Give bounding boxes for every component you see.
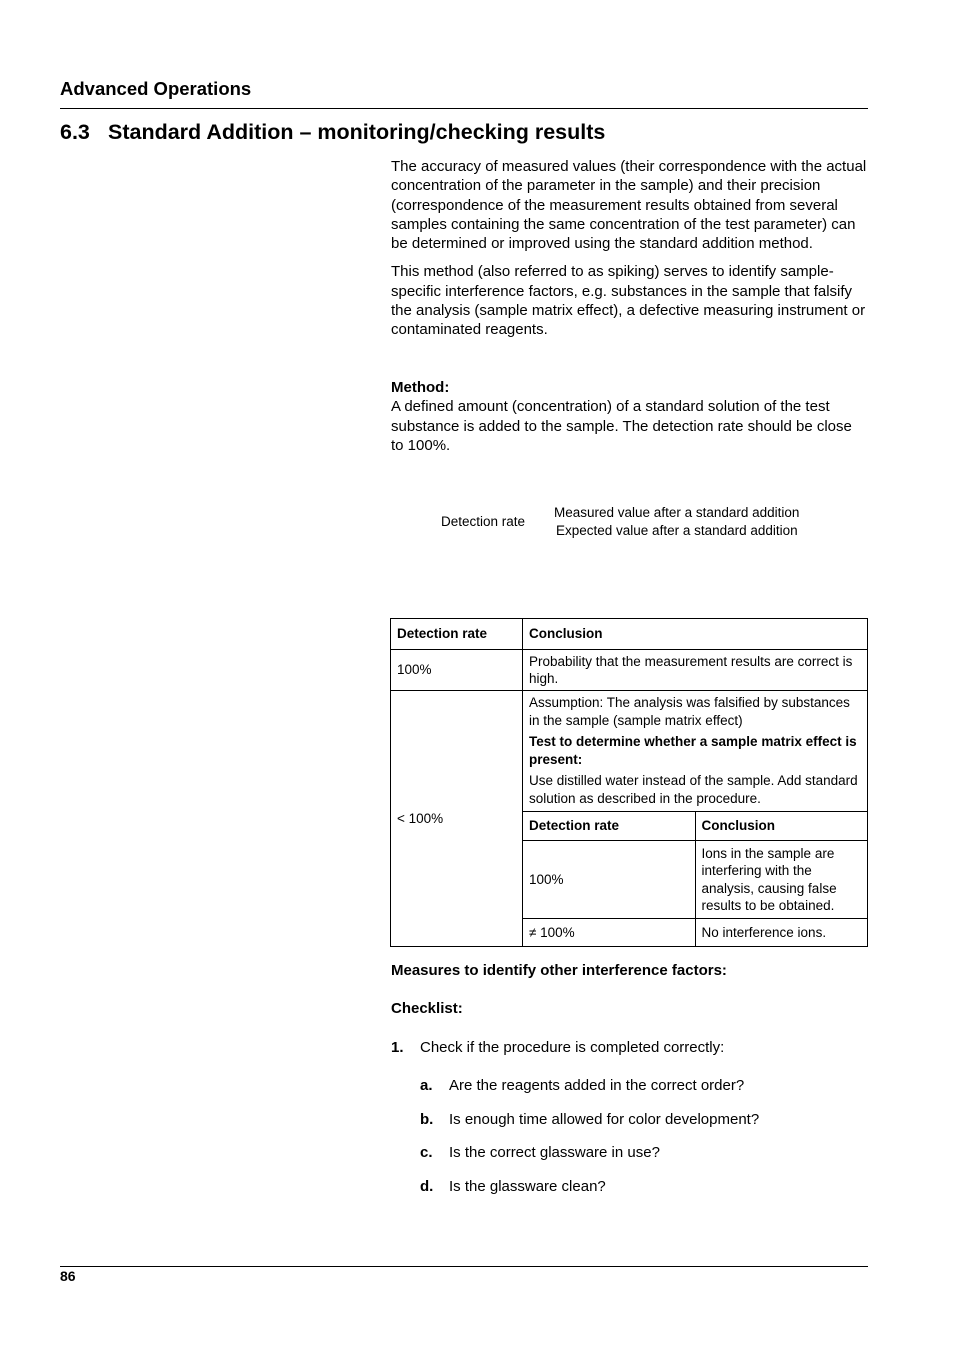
test-text: Use distilled water instead of the sample. Add standard solution as described in the procedure. [529,773,858,806]
nested-result-table [523,811,867,946]
test-heading: Test to determine whether a sample matrix effect is present: [529,734,857,767]
nested-row2-conclusion: No interference ions. [695,919,867,947]
nested-row2-rate: ≠ 100% [523,919,695,947]
checklist-subitem-d [420,1178,606,1195]
checklist-subitem-a [420,1077,744,1094]
subitem-d-label: d. [420,1178,434,1195]
checklist-item-1 [391,1039,724,1056]
nested-row1-rate: 100% [523,841,695,919]
method-text: A defined amount (concentration) of a standard solution of the test substance is added to the sample. The detection rate should be close to 100%. [391,398,852,454]
footer-divider [60,1266,868,1267]
table-row [391,691,868,947]
nested-table-row [523,841,867,919]
subitem-d-text: Is the glassware clean? [449,1178,606,1195]
checklist-item-1-text: Check if the procedure is completed correctly: [420,1039,725,1056]
subitem-a-label: a. [420,1077,433,1094]
table-row [391,650,868,691]
nested-row1-conclusion: Ions in the sample are interfering with the analysis, causing false results to be obtained. [695,841,867,919]
formula-lhs: Detection rate [441,514,526,529]
row1-rate: 100% [391,650,523,691]
detection-rate-formula [391,505,867,545]
checklist-subitem-b [420,1111,759,1128]
section-title: Standard Addition – monitoring/checking results [108,120,606,144]
assumption-text: Assumption: The analysis was falsified by substances in the sample (sample matrix effect) [529,695,850,728]
method-heading: Method: [391,379,450,396]
nested-table-row [523,919,867,947]
section-number: 6.3 [60,120,90,144]
method-block [391,378,867,455]
subitem-b-label: b. [420,1111,434,1128]
header-conclusion: Conclusion [523,619,868,650]
row1-conclusion: Probability that the measurement results are correct is high. [523,650,868,691]
nested-header-row [523,812,867,841]
row2-rate: < 100% [391,691,523,947]
nested-header-detection-rate: Detection rate [523,812,695,841]
table-header-row [391,619,868,650]
checklist-heading: Checklist: [391,1000,463,1017]
detection-rate-table [390,618,868,947]
header-detection-rate: Detection rate [391,619,523,650]
intro-paragraph-2: This method (also referred to as spiking) serves to identify sample-specific interference factors, e.g. substances in the sample that falsify the analysis (sample matrix effect), a defective measuring instrument or contaminated reagents. [391,263,866,339]
subitem-a-text: Are the reagents added in the correct order? [449,1077,745,1094]
checklist-item-1-label: 1. [391,1039,404,1056]
subitem-b-text: Is enough time allowed for color development? [449,1111,760,1128]
checklist-subitem-c [420,1144,660,1161]
subitem-c-label: c. [420,1144,433,1161]
formula-numerator: Measured value after a standard addition [554,505,800,520]
intro-paragraph-1: The accuracy of measured values (their correspondence with the actual concentration of the parameter in the sample) and their precision (correspondence of the measurement results obtained from several samples containing the same concentration of the test parameter) can be determined or improved using the standard addition method. [391,158,867,253]
formula-denominator: Expected value after a standard addition [556,523,798,538]
header-divider [60,108,868,109]
subitem-c-text: Is the correct glassware in use? [449,1144,660,1161]
section-heading [60,120,605,145]
measures-heading: Measures to identify other interference factors: [391,962,727,979]
running-header-title: Advanced Operations [60,78,252,99]
intro-text [391,157,867,340]
row2-conclusion [523,691,868,947]
nested-header-conclusion: Conclusion [695,812,867,841]
page-number: 86 [60,1268,76,1284]
row2-conclusion-text [523,691,867,811]
